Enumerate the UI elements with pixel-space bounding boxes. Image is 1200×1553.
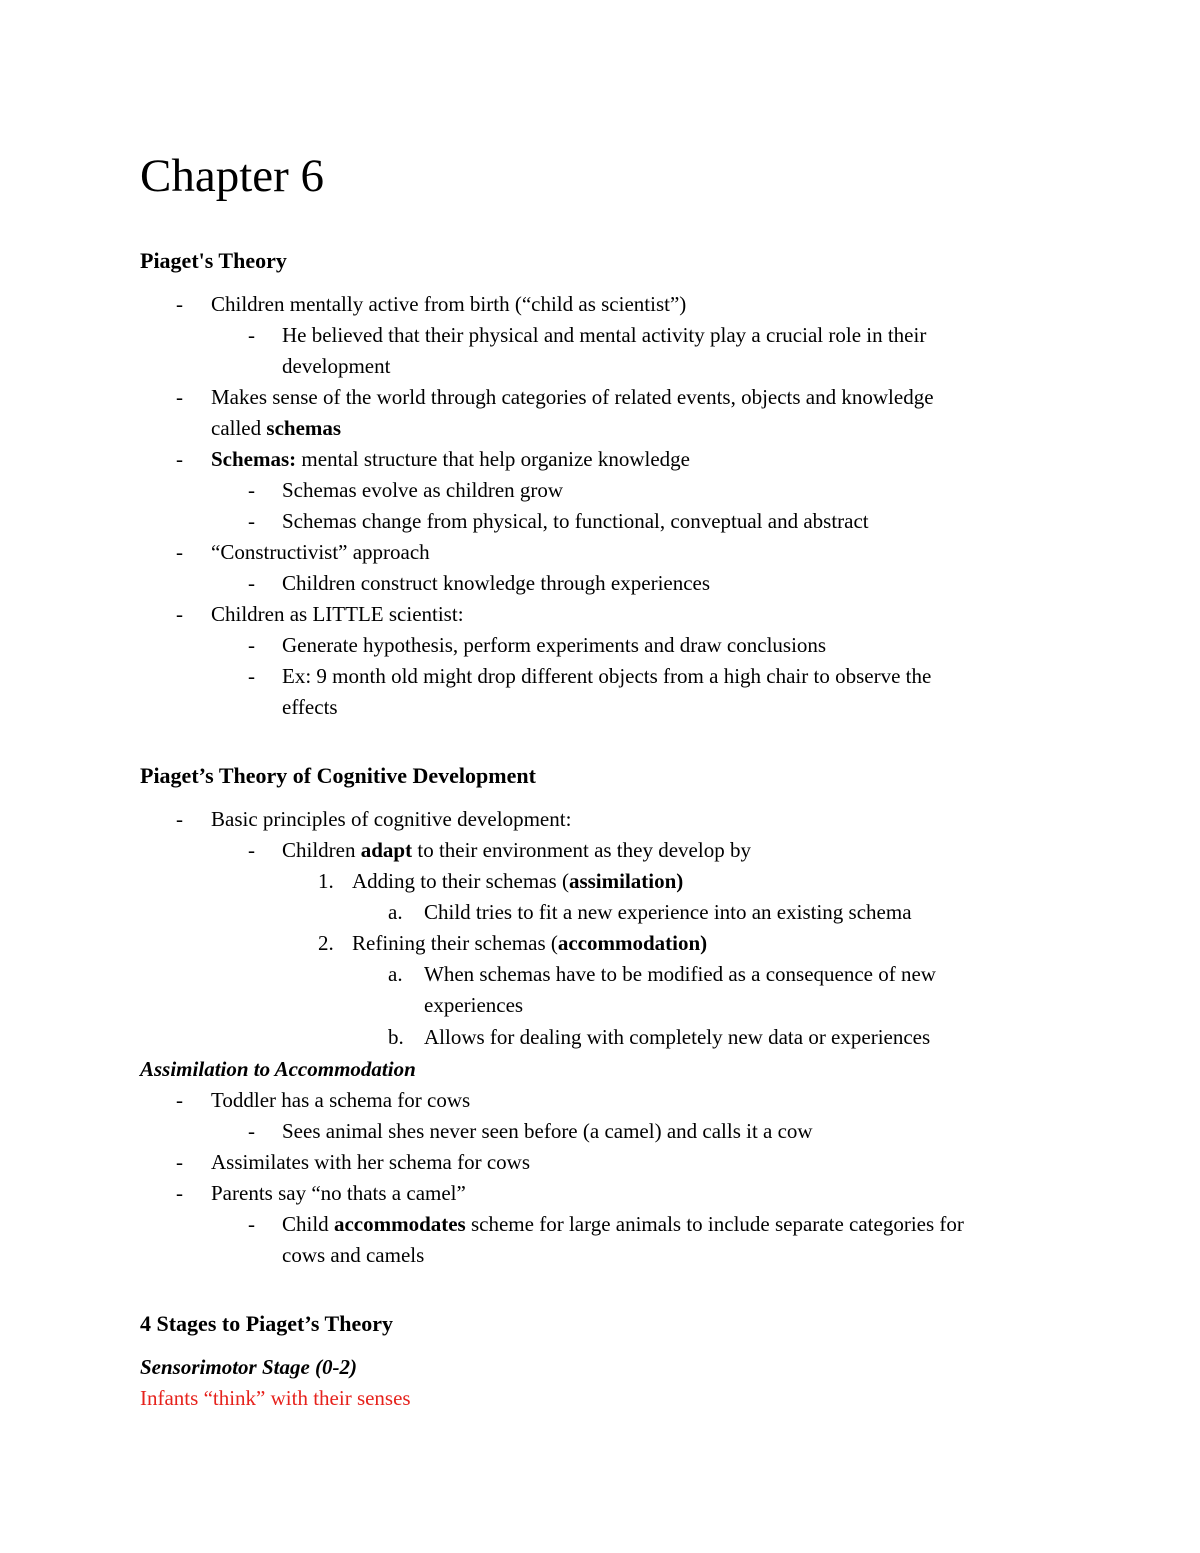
bold-term: adapt [360,838,413,862]
lettered-item: When schemas have to be modified as a consequence of new [424,962,936,986]
bold-term: Schemas: [211,447,297,471]
list-item: Assimilates with her schema for cows [211,1150,531,1174]
text-span: called [211,416,267,440]
bullet-dash: - [176,1088,183,1112]
bullet-dash: - [176,385,183,409]
bullet-dash: - [248,571,255,595]
numbered-item [352,928,707,959]
bold-term: schemas [266,416,342,440]
text-span: scheme for large animals to include separate categories for [465,1212,964,1236]
list-item: Children mentally active from birth (“child as scientist”) [211,292,687,316]
list-item [282,1209,964,1240]
lettered-item-continuation: experiences [424,993,524,1017]
list-item-continuation [211,413,341,444]
list-item: Children construct knowledge through experiences [282,571,711,595]
text-span: Children [282,838,361,862]
list-item: Toddler has a schema for cows [211,1088,471,1112]
letter-marker: b. [388,1025,404,1049]
section-heading-four-stages: 4 Stages to Piaget’s Theory [140,1311,393,1336]
bullet-dash: - [176,447,183,471]
list-item: Ex: 9 month old might drop different objects from a high chair to observe the [282,664,932,688]
highlight-text: Infants “think” with their senses [140,1386,411,1410]
section-heading-piagets-theory: Piaget's Theory [140,248,287,273]
bold-term: accommodation) [557,931,708,955]
number-marker: 2. [318,931,334,955]
bullet-dash: - [176,540,183,564]
list-item [282,835,751,866]
list-item: Schemas evolve as children grow [282,478,564,502]
bullet-dash: - [176,1181,183,1205]
subheading-assimilation-to-accommodation: Assimilation to Accommodation [140,1057,416,1081]
bullet-dash: - [176,292,183,316]
list-item: Schemas change from physical, to functional, conveptual and abstract [282,509,869,533]
subheading-sensorimotor-stage: Sensorimotor Stage (0-2) [140,1355,358,1379]
bullet-dash: - [176,602,183,626]
list-item: Generate hypothesis, perform experiments and draw conclusions [282,633,827,657]
bullet-dash: - [176,1150,183,1174]
bullet-dash: - [248,509,255,533]
letter-marker: a. [388,900,403,924]
bold-term: accommodates [333,1212,466,1236]
bullet-dash: - [248,838,255,862]
bullet-dash: - [248,633,255,657]
list-item: Parents say “no thats a camel” [211,1181,466,1205]
text-span: to their environment as they develop by [412,838,751,862]
text-span: mental structure that help organize knowledge [296,447,690,471]
bold-term: assimilation) [568,869,684,893]
lettered-item: Child tries to fit a new experience into an existing schema [424,900,912,924]
bullet-dash: - [248,478,255,502]
list-item [211,444,690,475]
page-title: Chapter 6 [140,150,325,202]
bullet-dash: - [248,323,255,347]
list-item: Makes sense of the world through categories of related events, objects and knowledge [211,385,934,409]
numbered-item [352,866,683,897]
bullet-dash: - [248,1212,255,1236]
number-marker: 1. [318,869,334,893]
text-span: Refining their schemas ( [352,931,558,955]
list-item-continuation: cows and camels [282,1243,425,1267]
list-item: Children as LITTLE scientist: [211,602,464,626]
list-item: He believed that their physical and mental activity play a crucial role in their [282,323,927,347]
list-item: “Constructivist” approach [211,540,430,564]
list-item-continuation: effects [282,695,338,719]
list-item: Sees animal shes never seen before (a camel) and calls it a cow [282,1119,813,1143]
text-span: Adding to their schemas ( [352,869,569,893]
bullet-dash: - [176,807,183,831]
lettered-item: Allows for dealing with completely new data or experiences [424,1025,931,1049]
list-item: Basic principles of cognitive development: [211,807,572,831]
list-item-continuation: development [282,354,391,378]
bullet-dash: - [248,664,255,688]
section-heading-cognitive-development: Piaget’s Theory of Cognitive Development [140,763,536,788]
text-span: Child [282,1212,334,1236]
bullet-dash: - [248,1119,255,1143]
letter-marker: a. [388,962,403,986]
